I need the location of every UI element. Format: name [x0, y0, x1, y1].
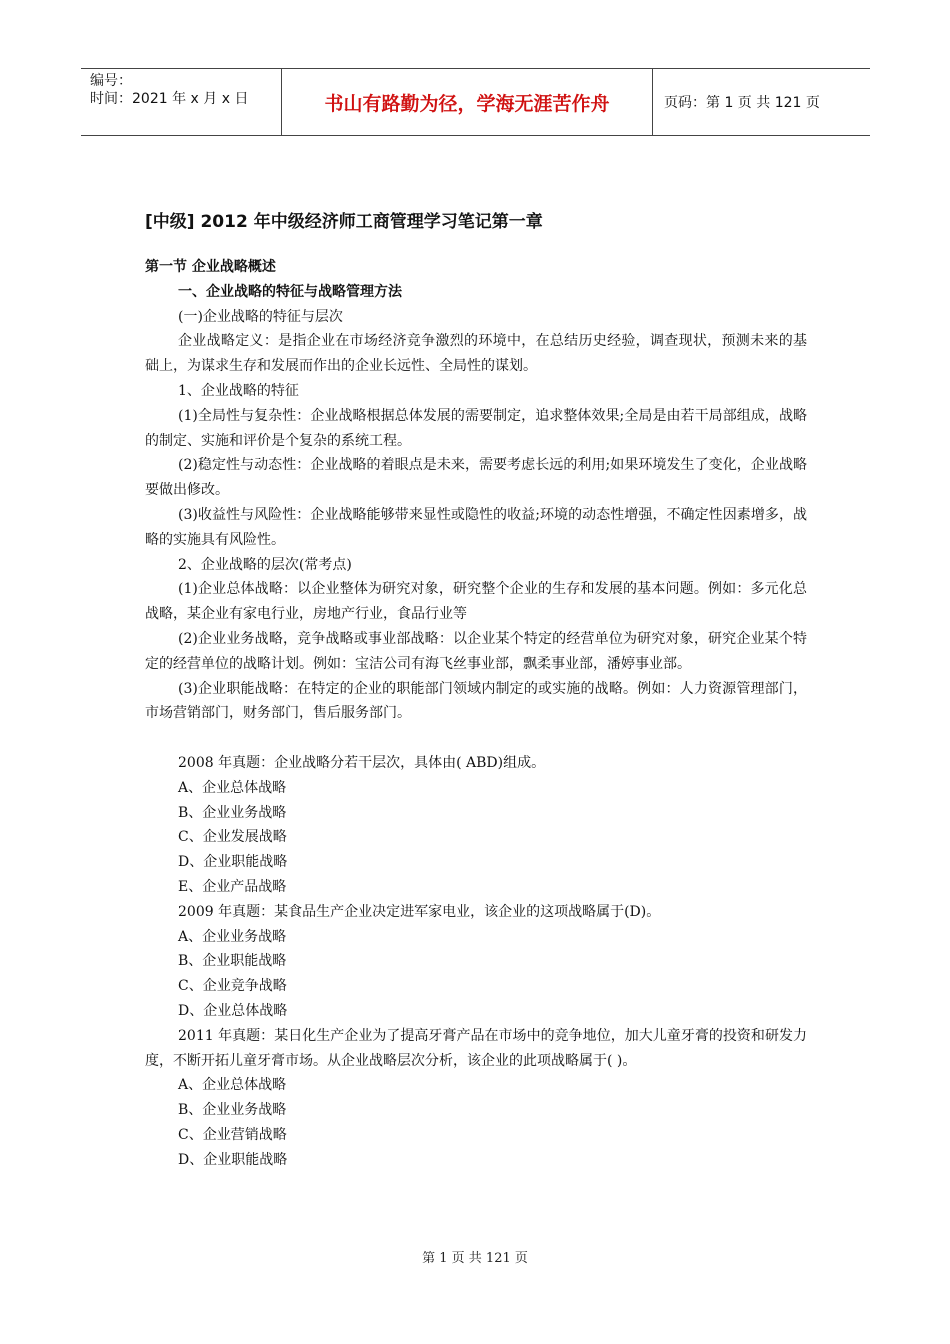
- page-footer: 第 1 页 共 121 页: [422, 1251, 528, 1266]
- document-title: [中级] 2012 年中级经济师工商管理学习笔记第一章: [145, 212, 543, 232]
- exam-option: A、企业总体战略: [178, 779, 287, 796]
- header-meta: [81, 69, 282, 135]
- exam-option: D、企业职能战略: [178, 1151, 288, 1168]
- exam-option: B、企业职能战略: [178, 953, 287, 970]
- paragraph: (3)收益性与风险性：企业战略能够带来显性或隐性的收益;环境的动态性增强，不确定性因素增多，战略的实施具有风险性。: [145, 506, 807, 548]
- paragraph: (2)企业业务战略，竞争战略或事业部战略：以企业某个特定的经营单位为研究对象，研究企业某个特定的经营单位的战略计划。例如：宝洁公司有海飞丝事业部，飘柔事业部，潘婷事业部。: [145, 630, 807, 672]
- paragraph: (3)企业职能战略：在特定的企业的职能部门领域内制定的或实施的战略。例如：人力资源管理部门，市场营销部门，财务部门，售后服务部门。: [145, 680, 807, 722]
- exam-option: A、企业总体战略: [178, 1077, 287, 1094]
- paragraph: (1)全局性与复杂性：企业战略根据总体发展的需要制定，追求整体效果;全局是由若干局部组成，战略的制定、实施和评价是个复杂的系统工程。: [145, 407, 807, 449]
- exam-option: D、企业总体战略: [178, 1002, 288, 1019]
- header-table: [81, 68, 870, 136]
- section-heading: 第一节 企业战略概述: [145, 259, 276, 275]
- exam-option: B、企业业务战略: [178, 804, 287, 821]
- exam-question: 2009 年真题：某食品生产企业决定进军家电业，该企业的这项战略属于(D)。: [178, 903, 661, 920]
- exam-option: C、企业竞争战略: [178, 978, 287, 995]
- exam-option: C、企业发展战略: [178, 829, 287, 846]
- number-label: 编号：: [90, 73, 132, 89]
- exam-option: D、企业职能战略: [178, 854, 288, 871]
- paragraph: 2、企业战略的层次(常考点): [178, 556, 352, 573]
- document-body: [145, 255, 807, 1172]
- paragraph: 企业战略定义：是指企业在市场经济竞争激烈的环境中，在总结历史经验，调查现状，预测未来的基础上，为谋求生存和发展而作出的企业长远性、全局性的谋划。: [145, 333, 807, 375]
- paragraph: (2)稳定性与动态性：企业战略的着眼点是未来，需要考虑长远的利用;如果环境发生了变化，企业战略要做出修改。: [145, 457, 807, 499]
- exam-option: A、企业业务战略: [178, 928, 287, 945]
- exam-question: 2008 年真题：企业战略分若干层次，具体由( ABD)组成。: [178, 754, 546, 771]
- subsection-heading: 一、企业战略的特征与战略管理方法: [178, 283, 402, 300]
- exam-question: 2011 年真题：某日化生产企业为了提高牙膏产品在市场中的竞争地位，加大儿童牙膏的投资和研发力度，不断开拓儿童牙膏市场。从企业战略层次分析，该企业的此项战略属于( )。: [145, 1027, 807, 1069]
- motto: 书山有路勤为径，学海无涯苦作舟: [282, 69, 653, 135]
- paragraph: (1)企业总体战略：以企业整体为研究对象，研究整个企业的生存和发展的基本问题。例如：多元化总战略，某企业有家电行业，房地产行业，食品行业等: [145, 581, 807, 623]
- paragraph: (一)企业战略的特征与层次: [178, 308, 343, 325]
- exam-option: B、企业业务战略: [178, 1102, 287, 1119]
- exam-option: E、企业产品战略: [178, 878, 287, 895]
- page-info: 页码：第 1 页 共 121 页: [664, 95, 820, 111]
- exam-option: C、企业营销战略: [178, 1126, 287, 1143]
- paragraph: 1、企业战略的特征: [178, 382, 299, 399]
- time-label: 时间：2021 年 x 月 x 日: [90, 91, 249, 107]
